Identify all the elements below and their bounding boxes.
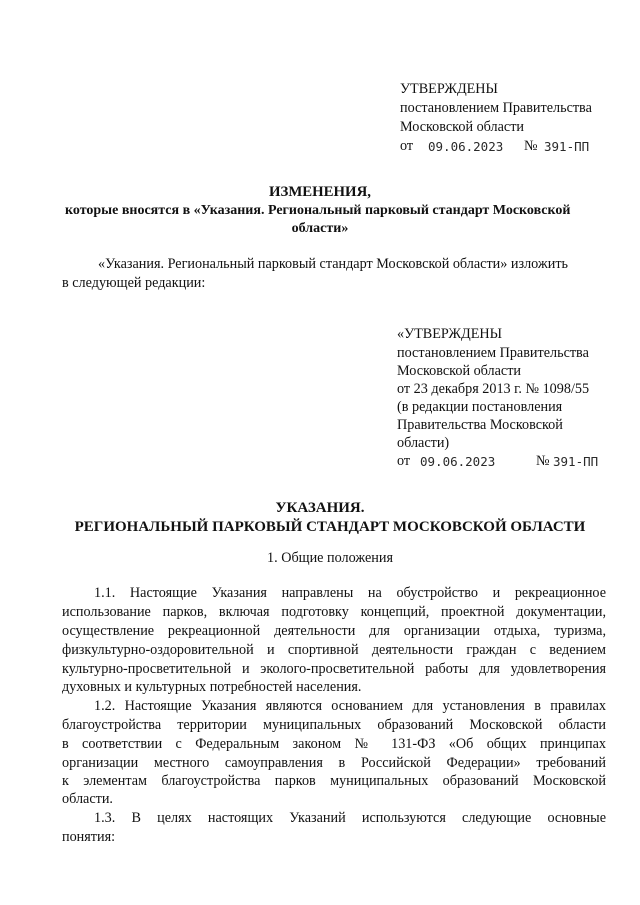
paragraph-line: области. [62,791,113,807]
paragraph-line: использование парков, включая подготовку концепций, проектной документации, [62,604,606,620]
approval-title: УТВЕРЖДЕНЫ [400,81,498,97]
paragraph-line: духовных и культурных потребностей населения. [62,679,362,695]
approval-date-prefix: от [400,138,414,154]
inner-approval-title: «УТВЕРЖДЕНЫ [397,326,502,342]
paragraph-line: понятия: [62,829,116,845]
approval-line: постановлением Правительства [400,100,592,116]
paragraph-line: в соответствии с Федеральным законом № 131-ФЗ «Об общих принципах [62,736,606,752]
approval-line: Московской области [400,119,525,135]
inner-approval-line: от 23 декабря 2013 г. № 1098/55 [397,381,590,397]
approval-number: 391-ПП [544,139,590,154]
inner-approval-line: области) [397,435,450,451]
inner-approval-date: 09.06.2023 [420,454,496,469]
changes-title: ИЗМЕНЕНИЯ, [269,184,371,200]
inner-approval-line: Правительства Московской [397,417,563,433]
inner-approval-date-prefix: от [397,453,411,469]
approval-number-prefix: № [524,138,538,154]
paragraph-line: благоустройства территории муниципальных образований Московской области [62,717,606,733]
inner-approval-number: 391-ПП [553,454,599,469]
paragraph-line: к элементам благоустройства парков муниципальных образований Московской [62,773,606,789]
paragraph-line: культурно-просветительной и эколого-просветительной работы для удовлетворения [62,661,606,677]
inner-approval-line: (в редакции постановления [397,399,563,415]
intro-line: «Указания. Региональный парковый стандарт Московской области» изложить [98,256,568,272]
paragraph-line: 1.1. Настоящие Указания направлены на обустройство и рекреационное [94,585,606,601]
changes-subtitle-line: которые вносятся в «Указания. Региональный парковый стандарт Московской [65,203,571,218]
paragraph-line: физкультурно-оздоровительной и спортивной деятельности граждан с ведением [62,642,606,658]
inner-approval-number-prefix: № [536,453,550,469]
changes-subtitle-line: области» [291,221,349,236]
intro-line: в следующей редакции: [62,275,206,291]
document-title: УКАЗАНИЯ. [275,500,365,516]
paragraph-line: организации местного самоуправления в Российской Федерации» требований [62,755,606,771]
paragraph-line: 1.3. В целях настоящих Указаний используются следующие основные [94,810,606,826]
inner-approval-line: постановлением Правительства [397,345,589,361]
inner-approval-line: Московской области [397,363,522,379]
document-subtitle: РЕГИОНАЛЬНЫЙ ПАРКОВЫЙ СТАНДАРТ МОСКОВСКОЙ ОБЛАСТИ [74,519,586,535]
paragraph-line: осуществление рекреационной деятельности для организации отдыха, туризма, [62,623,606,639]
approval-date: 09.06.2023 [428,139,504,154]
section-heading: 1. Общие положения [267,550,393,566]
paragraph-line: 1.2. Настоящие Указания являются основанием для установления в правилах [94,698,606,714]
